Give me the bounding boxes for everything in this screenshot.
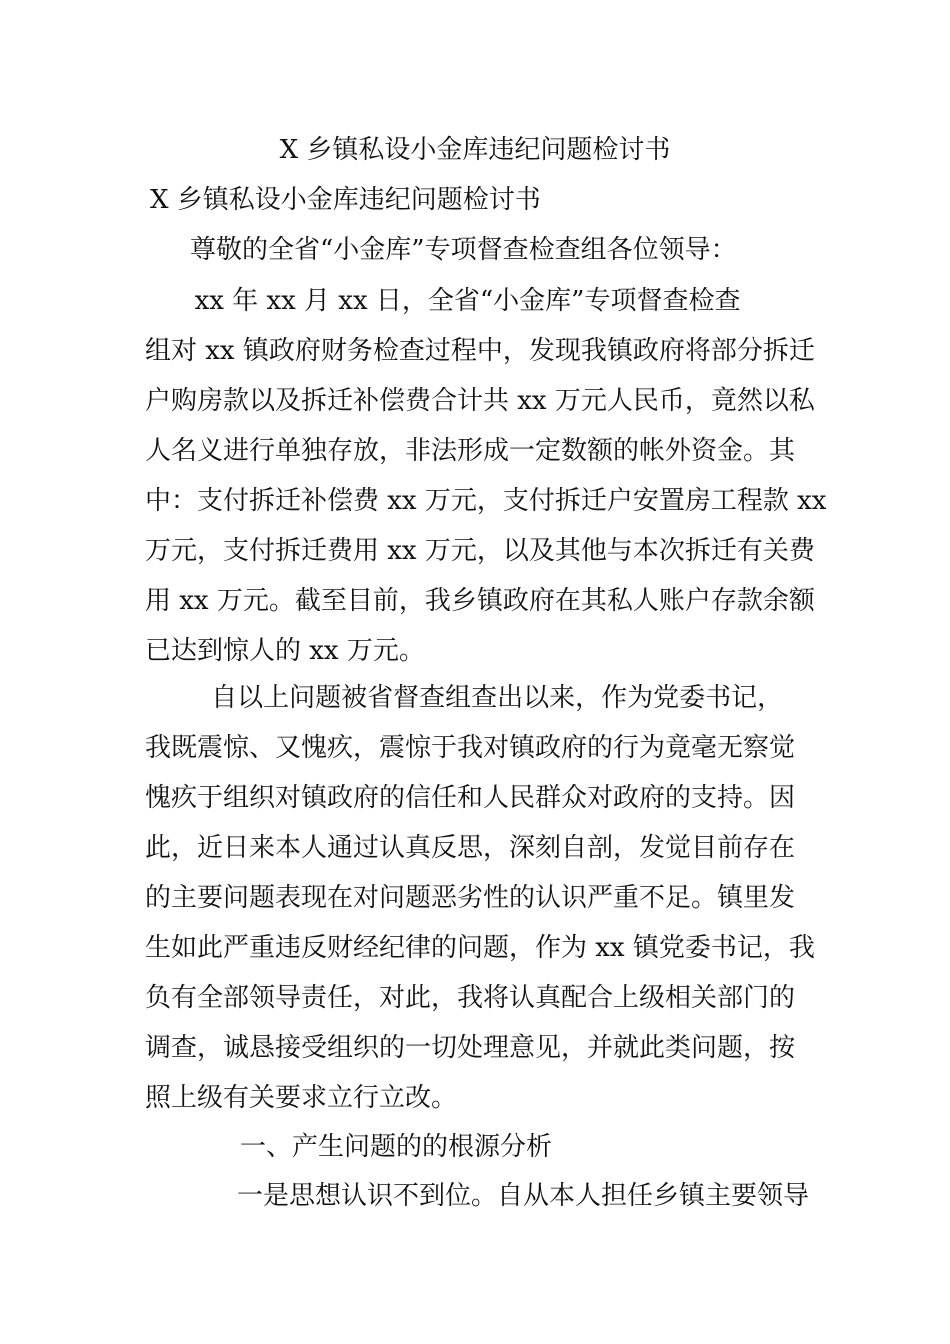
paragraph-incident — [145, 276, 827, 676]
document-title: X 乡镇私设小金库违纪问题检讨书 — [279, 135, 671, 165]
paragraph-line: 万元，支付拆迁费用 xx 万元，以及其他与本次拆迁有关费 — [145, 536, 815, 566]
paragraph-line: 照上级有关要求立行立改。 — [145, 1083, 458, 1113]
paragraph-line: 中：支付拆迁补偿费 xx 万元，支付拆迁户安置房工程款 xx — [145, 486, 827, 516]
paragraph-line: 此，近日来本人通过认真反思，深刻自剖，发觉目前存在 — [145, 833, 796, 863]
paragraph-line: 组对 xx 镇政府财务检查过程中，发现我镇政府将部分拆迁 — [145, 336, 815, 366]
salutation: 尊敬的全省“小金库”专项督查检查组各位领导： — [190, 235, 737, 265]
paragraph-line: 人名义进行单独存放，非法形成一定数额的帐外资金。其 — [145, 436, 796, 466]
section-first-line: 一是思想认识不到位。自从本人担任乡镇主要领导 — [237, 1181, 810, 1211]
paragraph-line: 生如此严重违反财经纪律的问题，作为 xx 镇党委书记，我 — [145, 933, 815, 963]
paragraph-line: 已达到惊人的 xx 万元。 — [145, 636, 425, 666]
paragraph-line: 的主要问题表现在对问题恶劣性的认识严重不足。镇里发 — [145, 883, 796, 913]
paragraph-line: xx 年 xx 月 xx 日，全省“小金库”专项督查检查 — [145, 286, 741, 316]
paragraph-line: 我既震惊、又愧疚，震惊于我对镇政府的行为竟毫无察觉 — [145, 733, 796, 763]
paragraph-line: 负有全部领导责任，对此，我将认真配合上级相关部门的 — [145, 983, 796, 1013]
section-heading: 一、产生问题的的根源分析 — [240, 1132, 553, 1162]
document-subtitle: X 乡镇私设小金库违纪问题检讨书 — [150, 185, 541, 215]
paragraph-line: 自以上问题被省督查组查出以来，作为党委书记， — [145, 683, 784, 713]
paragraph-line: 调查，诚恳接受组织的一切处理意见，并就此类问题，按 — [145, 1033, 796, 1063]
paragraph-line: 用 xx 万元。截至目前，我乡镇政府在其私人账户存款余额 — [145, 586, 815, 616]
paragraph-line: 愧疚于组织对镇政府的信任和人民群众对政府的支持。因 — [145, 783, 796, 813]
paragraph-reflection — [145, 673, 815, 1123]
paragraph-line: 户购房款以及拆迁补偿费合计共 xx 万元人民币，竟然以私 — [145, 386, 815, 416]
